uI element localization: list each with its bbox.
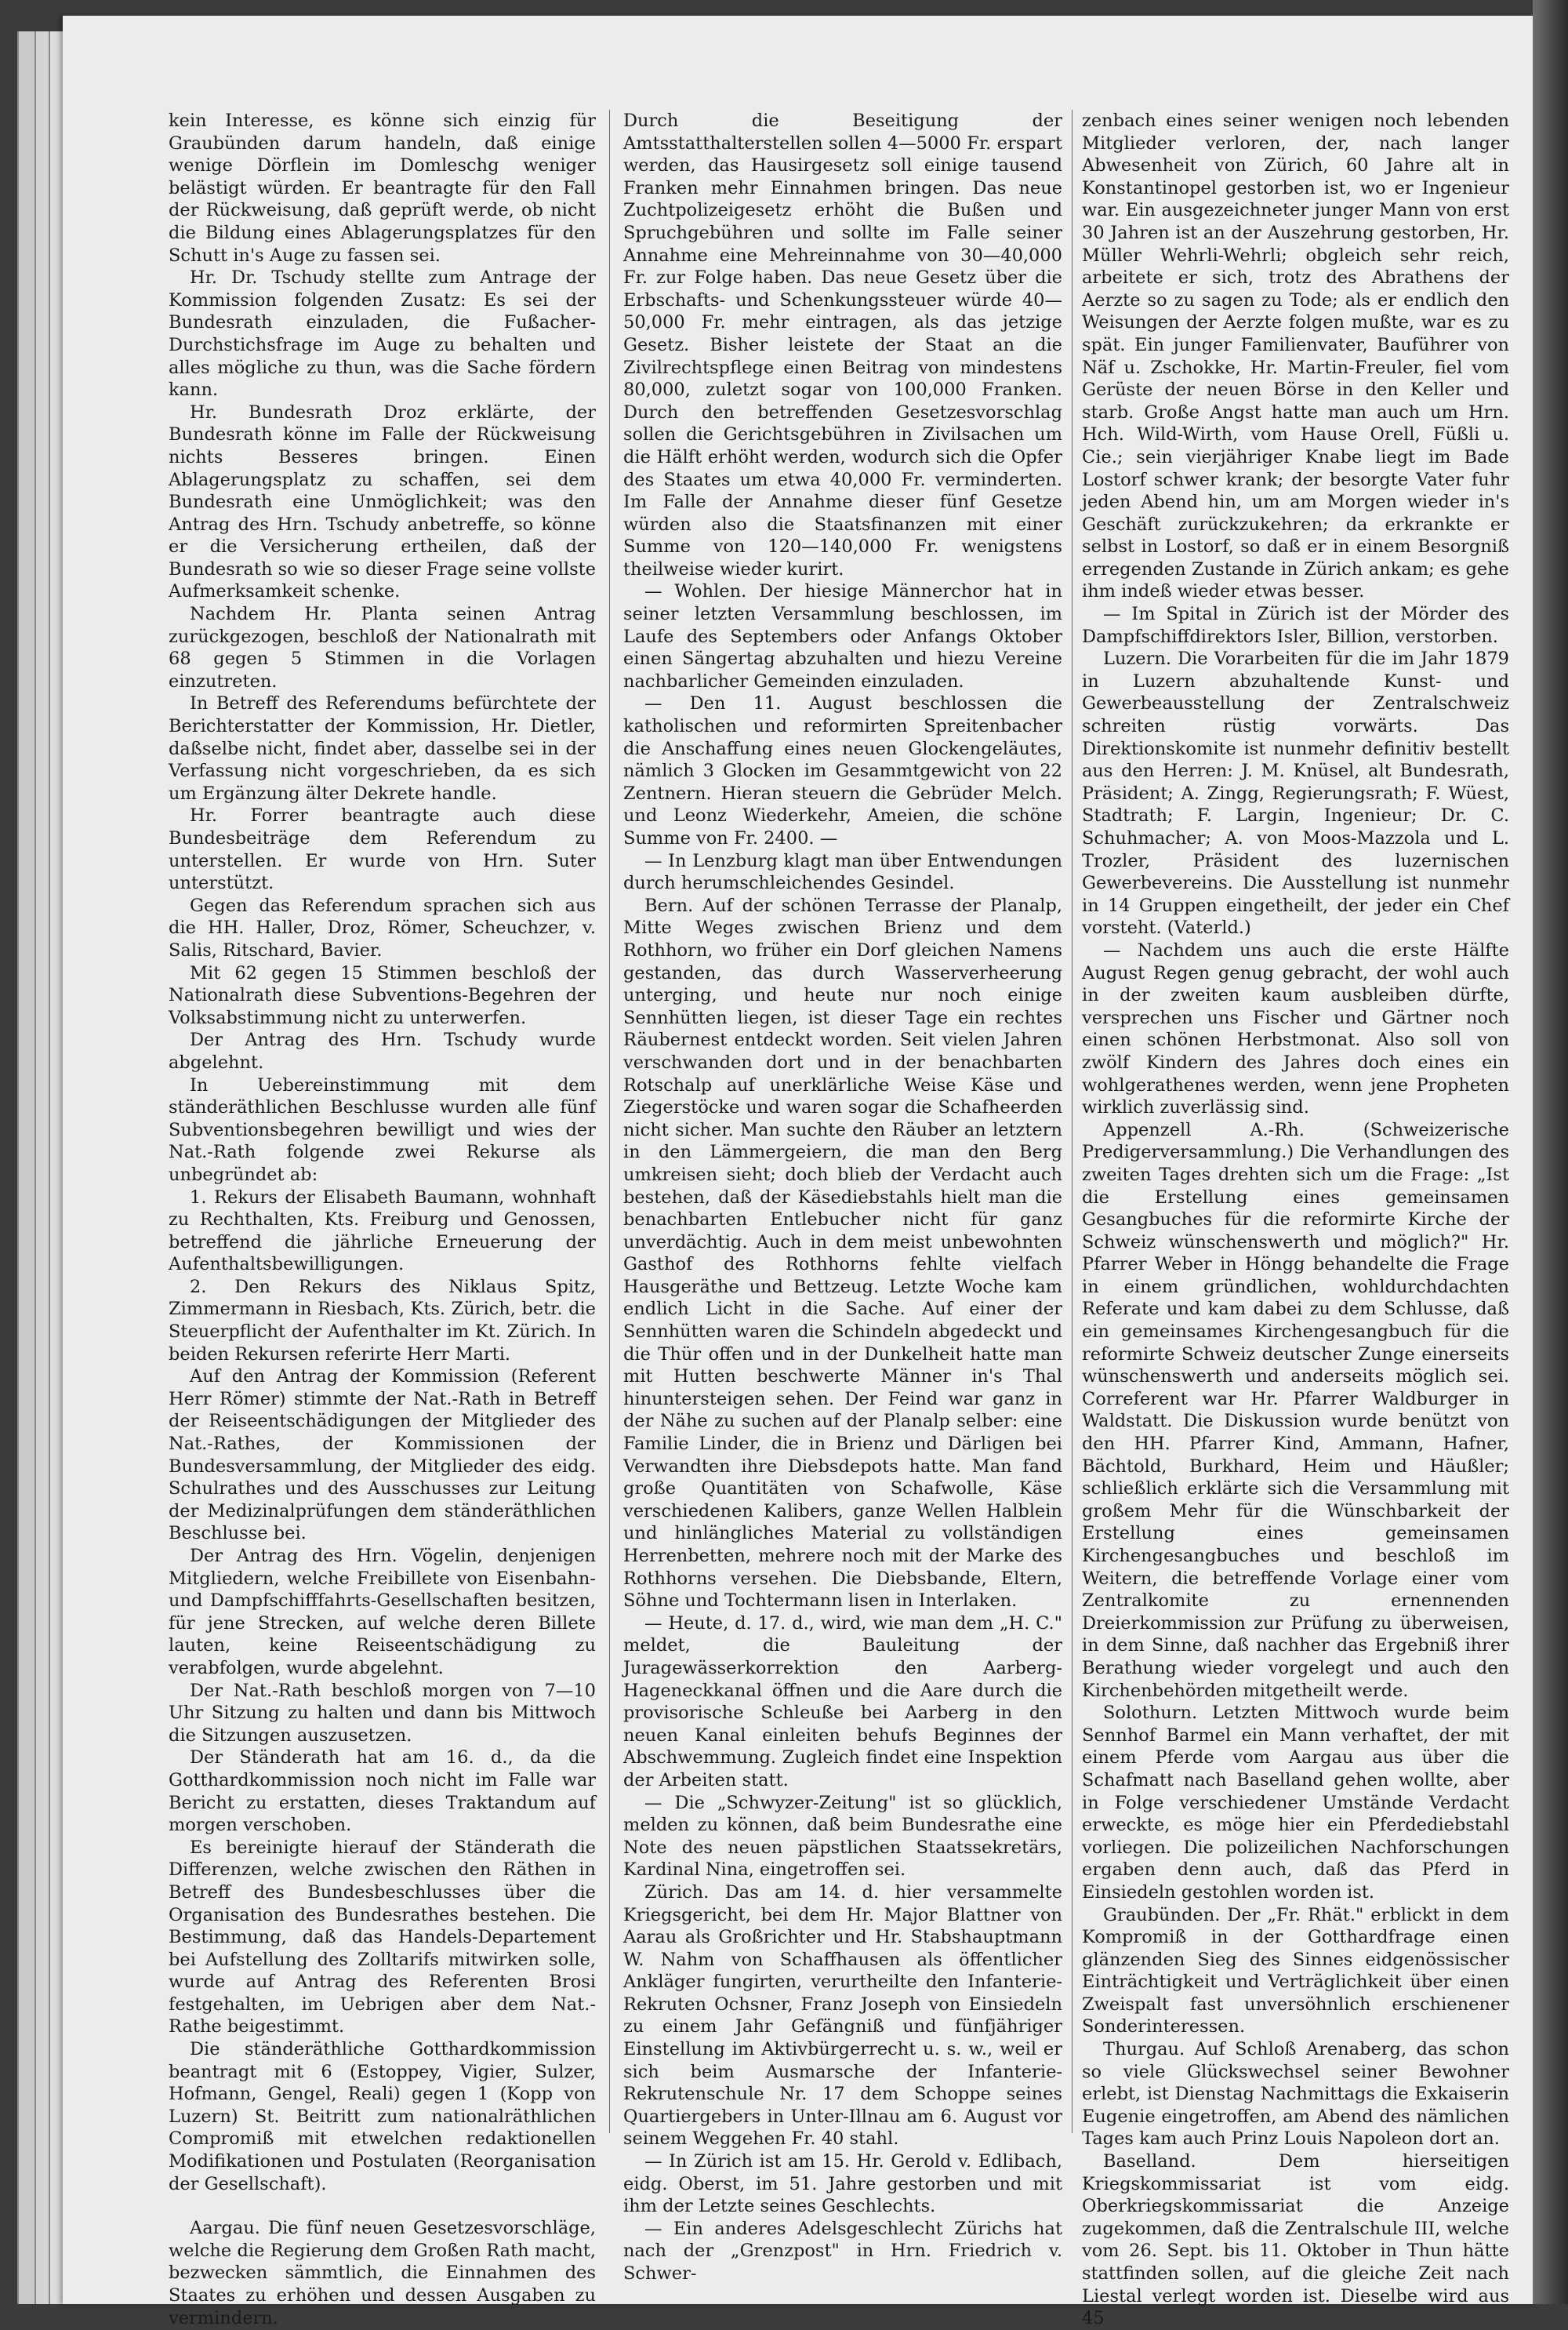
article-paragraph: In Betreff des Referendums befürchtete der Berichterstatter der Kommission, Hr. Dietler, daßselbe nicht, findet aber, dasselbe sei in der Verfassung nicht vorgeschrieben, da es sich um Ergänzung älter Dekrete handle.: [169, 693, 596, 804]
article-paragraph: Graubünden. Der „Fr. Rhät." erblickt in dem Kompromiß in der Gotthardfrage einen glänzenden Sieg des Sinnes eidgenössischer Einträchtigkeit und Verträglichkeit über einen Zweispalt fast unversöhnlich erschienener Sonderinteressen.: [1082, 1904, 1509, 2037]
article-paragraph: In Uebereinstimmung mit dem ständeräthlichen Beschlusse wurden alle fünf Subventionsbegehren bewilligt und wies der Nat.-Rath folgende zwei Rekurse als unbegründet ab:: [169, 1074, 596, 1185]
article-paragraph: Bern. Auf der schönen Terrasse der Planalp, Mitte Weges zwischen Brienz und dem Rothhorn, wo früher ein Dorf gleichen Namens gestanden, das durch Wasserverheerung unterging, und heute nur noch einige Sennhütten liegen, ist dieser Tage ein rechtes Räubernest entdeckt worden. Seit vielen Jahren verschwanden dort und in der benachbarten Rotschalp auf unerklärliche Weise Käse und Ziegerstöcke und waren sogar die Schafheerden nicht sicher. Man suchte den Räuber an letztern in den Lämmergeiern, die man den Berg umkreisen sieht; doch blieb der Verdacht auch bestehen, daß der Käsediebstahls hielt man die benachbarten Entlebucher nicht für ganz unverdächtig. Auch in dem meist unbewohnten Gasthof des Rothhorns fehlte vielfach Hausgeräthe und Bettzeug. Letzte Woche kam endlich Licht in die Sache. Auf einer der Sennhütten waren die Schindeln abgedeckt und die Thür offen und in der Dunkelheit hatte man mit Hutten beschwerte Männer in's Thal hinuntersteigen sehen. Der Feind war ganz in der Nähe zu suchen auf der Planalp selber: eine Familie Linder, die in Brienz und Därligen bei Verwandten ihre Diebsdepots hatte. Man fand große Quantitäten von Schafwolle, Käse verschiedenen Kalibers, ganze Wellen Halblein und hinlängliches Material zu vollständigen Herrenbetten, mehrere noch mit der Marke des Rothhorns versehen. Die Diebsbande, Eltern, Söhne und Tochtermann lisen in Interlaken.: [623, 895, 1062, 1612]
article-paragraph: — Die „Schwyzer-Zeitung" ist so glücklich, melden zu können, daß beim Bundesrathe eine Note des neuen päpstlichen Staatssekretärs, Kardinal Nina, eingetroffen sei.: [623, 1792, 1062, 1881]
article-paragraph: Hr. Bundesrath Droz erklärte, der Bundesrath könne im Falle der Rückweisung nichts Besseres bringen. Einen Ablagerungsplatz zu schaffen, sei dem Bundesrath eine Unmöglichkeit; was den Antrag des Hrn. Tschudy anbetreffe, so könne er die Versicherung ertheilen, daß der Bundesrath so wie so dieser Frage seine vollste Aufmerksamkeit schenke.: [169, 402, 596, 602]
article-paragraph: Durch die Beseitigung der Amtsstatthalterstellen sollen 4—5000 Fr. erspart werden, das Hausirgesetz soll einige tausend Franken mehr Einnahmen bringen. Das neue Zuchtpolizeigesetz erhöht die Bußen und Spruchgebühren und sollte im Falle seiner Annahme eine Mehreinnahme von 30—40,000 Fr. zur Folge haben. Das neue Gesetz über die Erbschafts- und Schenkungssteuer würde 40—50,000 Fr. mehr eintragen, als das jetzige Gesetz. Bisher leistete der Staat an die Zivilrechtspflege einen Beitrag von mindestens 80,000, zuletzt sogar von 100,000 Franken. Durch den betreffenden Gesetzesvorschlag sollen die Gerichtsgebühren in Zivilsachen um die Hälft erhöht werden, wodurch sich die Opfer des Staates um etwa 40,000 Fr. verminderten. Im Falle der Annahme dieser fünf Gesetze würden also die Staatsfinanzen mit einer Summe von 120—140,000 Fr. wenigstens theilweise wieder kurirt.: [623, 111, 1062, 580]
article-paragraph: kein Interesse, es könne sich einzig für Graubünden darum handeln, daß einige wenige Dörflein im Domleschg weniger belästigt würden. Er beantragte für den Fall der Rückweisung, daß geprüft werde, ob nicht die Bildung eines Ablagerungsplatzes für den Schutt in's Auge zu fassen sei.: [169, 111, 596, 266]
column-right: [1082, 110, 1509, 2330]
article-paragraph: Der Antrag des Hrn. Vögelin, denjenigen Mitgliedern, welche Freibillete von Eisenbahn- und Dampfschifffahrts-Gesellschaften besitzen, für jene Strecken, auf welche deren Billete lauten, keine Reiseentschädigung zu verabfolgen, wurde abgelehnt.: [169, 1546, 596, 1678]
article-paragraph: — In Zürich ist am 15. Hr. Gerold v. Edlibach, eidg. Oberst, im 51. Jahre gestorben und mit ihm der Letzte seines Geschlechts.: [623, 2151, 1062, 2217]
article-paragraph: — Nachdem uns auch die erste Hälfte August Regen genug gebracht, der wohl auch in der zweiten kaum ausbleiben dürfte, versprechen uns Fischer und Gärtner noch einen schönen Herbstmonat. Also soll von zwölf Kindern des Jahres doch eines ein wohlgerathenes werden, wenn jene Propheten wirklich zuverlässig sind.: [1082, 940, 1509, 1118]
article-paragraph: Solothurn. Letzten Mittwoch wurde beim Sennhof Barmel ein Mann verhaftet, der mit einem Pferde vom Aargau aus über die Schafmatt nach Baselland gehen wollte, aber in Folge verschiedener Umstände Verdacht erweckte, es möge hier ein Pferdediebstahl vorliegen. Die polizeilichen Nachforschungen ergaben denn auch, daß das Pferd in Einsiedeln gestohlen worden ist.: [1082, 1703, 1509, 1903]
column-rule: [609, 110, 610, 2133]
article-paragraph: Hr. Dr. Tschudy stellte zum Antrage der Kommission folgenden Zusatz: Es sei der Bundesrath einzuladen, die Fußacher-Durchstichsfrage im Auge zu behalten und alles mögliche zu thun, was die Sache fördern kann.: [169, 267, 596, 401]
article-paragraph: Auf den Antrag der Kommission (Referent Herr Römer) stimmte der Nat.-Rath in Betreff der Reiseentschädigungen der Mitglieder des Nat.-Rathes, der Kommissionen der Bundesversammlung, der Mitglieder des eidg. Schulrathes und des Ausschusses zur Leitung der Medizinalprüfungen dem ständeräthlichen Beschlusse bei.: [169, 1366, 596, 1544]
right-edge-shadow: [1533, 0, 1568, 2304]
article-paragraph: Baselland. Dem hierseitigen Kriegskommissariat ist vom eidg. Oberkriegskommissariat die Anzeige zugekommen, daß die Zentralschule III, welche vom 26. Sept. bis 11. Oktober in Thun hätte stattfinden sollen, auf die gleiche Zeit nach Liestal verlegt worden ist. Dieselbe wird aus 45: [1082, 2151, 1509, 2329]
article-paragraph: 2. Den Rekurs des Niklaus Spitz, Zimmermann in Riesbach, Kts. Zürich, betr. die Steuerpflicht der Aufenthalter im Kt. Zürich. In beiden Rekursen referirte Herr Marti.: [169, 1276, 596, 1365]
article-paragraph: Es bereinigte hierauf der Ständerath die Differenzen, welche zwischen den Räthen in Betreff des Bundesbeschlusses über die Organisation des Bundesrathes bestehen. Die Bestimmung, daß das Handels-Departement bei Aufstellung des Zolltarifs mitwirken solle, wurde auf Antrag des Referenten Brosi festgehalten, im Uebrigen aber dem Nat.-Rathe beigestimmt.: [169, 1837, 596, 2037]
article-paragraph: Nachdem Hr. Planta seinen Antrag zurückgezogen, beschloß der Nationalrath mit 68 gegen 5 Stimmen in die Vorlagen einzutreten.: [169, 604, 596, 692]
article-paragraph: Mit 62 gegen 15 Stimmen beschloß der Nationalrath diese Subventions-Begehren der Volksabstimmung nicht zu unterwerfen.: [169, 962, 596, 1028]
article-paragraph: Thurgau. Auf Schloß Arenaberg, das schon so viele Glückswechsel seiner Bewohner erlebt, ist Dienstag Nachmittags die Exkaiserin Eugenie eingetroffen, am Abend des nämlichen Tages kam auch Prinz Louis Napoleon dort an.: [1082, 2039, 1509, 2150]
column-rule: [1072, 110, 1073, 2133]
article-paragraph: Zürich. Das am 14. d. hier versammelte Kriegsgericht, bei dem Hr. Major Blattner von Aarau als Großrichter und Hr. Stabshauptmann W. Nahm von Schaffhausen als öffentlicher Ankläger fungirten, verurtheilte den Infanterie-Rekruten Ochsner, Franz Joseph von Einsiedeln zu einem Jahr Gefängniß und fünfjähriger Einstellung im Aktivbürgerrecht u. s. w., weil er sich beim Ausmarsche der Infanterie-Rekrutenschule Nr. 17 dem Schoppe seines Quartiergebers in Unter-Illnau am 6. August vor seinem Weggehen Fr. 40 stahl.: [623, 1881, 1062, 2150]
article-paragraph: — Im Spital in Zürich ist der Mörder des Dampfschiffdirektors Isler, Billion, verstorben.: [1082, 604, 1509, 647]
article-paragraph: Die ständeräthliche Gotthardkommission beantragt mit 6 (Estoppey, Vigier, Sulzer, Hofmann, Gengel, Reali) gegen 1 (Kopp von Luzern) St. Beitritt zum nationalräthlichen Compromiß mit etwelchen redaktionellen Modifikationen und Postulaten (Reorganisation der Gesellschaft).: [169, 2039, 596, 2194]
article-paragraph: Hr. Forrer beantragte auch diese Bundesbeiträge dem Referendum zu unterstellen. Er wurde von Hrn. Suter unterstützt.: [169, 805, 596, 894]
article-paragraph: Gegen das Referendum sprachen sich aus die HH. Haller, Droz, Römer, Scheuchzer, v. Salis, Ritschard, Bavier.: [169, 895, 596, 961]
article-paragraph: 1. Rekurs der Elisabeth Baumann, wohnhaft zu Rechthalten, Kts. Freiburg und Genossen, betreffend die jährliche Erneuerung der Aufenthaltsbewilligungen.: [169, 1187, 596, 1275]
column-middle: [623, 110, 1062, 2285]
column-left: [169, 110, 596, 2329]
article-paragraph: Der Ständerath hat am 16. d., da die Gotthardkommission noch nicht im Falle war Bericht zu erstatten, dieses Traktandum auf morgen verschoben.: [169, 1747, 596, 1836]
article-paragraph: Der Antrag des Hrn. Tschudy wurde abgelehnt.: [169, 1030, 596, 1073]
article-paragraph: Der Nat.-Rath beschloß morgen von 7—10 Uhr Sitzung zu halten und dann bis Mittwoch die Sitzungen auszusetzen.: [169, 1680, 596, 1746]
article-paragraph: — In Lenzburg klagt man über Entwendungen durch herumschleichendes Gesindel.: [623, 850, 1062, 894]
article-paragraph: zenbach eines seiner wenigen noch lebenden Mitglieder verloren, der, nach langer Abwesenheit von Zürich, 60 Jahre alt in Konstantinopel gestorben ist, wo er Ingenieur war. Ein ausgezeichneter junger Mann von erst 30 Jahren ist an der Auszehrung gestorben, Hr. Müller Wehrli-Wehrli; obgleich sehr reich, arbeitete er sich, trotz des Abrathens der Aerzte so zu sagen zu Tode; als er endlich den Weisungen der Aerzte folgen mußte, war es zu spät. Ein junger Familienvater, Bauführer von Näf u. Zschokke, Hr. Martin-Freuler, fiel vom Gerüste der neuen Börse in den Keller und starb. Große Angst hatte man auch um Hrn. Hch. Wild-Wirth, vom Hause Orell, Füßli u. Cie.; sein vierjähriger Knabe liegt im Bade Lostorf schwer krank; der besorgte Vater fuhr jeden Abend hin, um am Morgen wieder in's Geschäft zurückzukehren; da erkrankte er selbst in Lostorf, so daß er in einem Besorgniß erregenden Zustande in Zürich ankam; es gehe ihm indeß wieder etwas besser.: [1082, 111, 1509, 602]
article-paragraph: Luzern. Die Vorarbeiten für die im Jahr 1879 in Luzern abzuhaltende Kunst- und Gewerbeausstellung der Zentralschweiz schreiten rüstig vorwärts. Das Direktionskomite ist nunmehr definitiv bestellt aus den Herren: J. M. Knüsel, alt Bundesrath, Präsident; A. Zingg, Regierungsrath; F. Wüest, Stadtrath; F. Largin, Ingenieur; Dr. C. Schuhmacher; A. von Moos-Mazzola und L. Trozler, Präsident des luzernischen Gewerbevereins. Die Ausstellung ist nunmehr in 14 Gruppen eingetheilt, der jeder ein Chef vorsteht. (Vaterld.): [1082, 649, 1509, 939]
article-paragraph: Aargau. Die fünf neuen Gesetzesvorschläge, welche die Regierung dem Großen Rath macht, bezwecken sämmtlich, die Einnahmen des Staates zu erhöhen und dessen Ausgaben zu vermindern.: [169, 2218, 596, 2328]
article-paragraph: Appenzell A.-Rh. (Schweizerische Predigerversammlung.) Die Verhandlungen des zweiten Tages drehten sich um die Frage: „Ist die Erstellung eines gemeinsamen Gesangbuches für die reformirte Kirche der Schweiz wünschenswerth und möglich?" Hr. Pfarrer Weber in Höngg behandelte die Frage in einem gründlichen, wohldurchdachten Referate und kam dabei zu dem Schlusse, daß ein gemeinsames Kirchengesangbuch für die reformirte Schweiz deutscher Zunge einerseits wünschenswerth und anderseits möglich sei. Correferent war Hr. Pfarrer Waldburger in Waldstatt. Die Diskussion wurde benützt von den HH. Pfarrer Kind, Ammann, Hafner, Bächtold, Burkhard, Heim und Häußler; schließlich erklärte sich die Versammlung mit großem Mehr für die Wünschbarkeit der Erstellung eines gemeinsamen Kirchengesangbuches und beschloß im Weitern, die betreffende Vorlage einer vom Zentralkomite zu ernennenden Dreierkommission zur Prüfung zu überweisen, in dem Sinne, daß nachher das Ergebniß ihrer Berathung wieder vorgelegt und auch den Kirchenbehörden mitgetheilt werde.: [1082, 1119, 1509, 1701]
article-paragraph: — Ein anderes Adelsgeschlecht Zürichs hat nach der „Grenzpost" in Hrn. Friedrich v. Schwer-: [623, 2218, 1062, 2284]
article-paragraph: — Heute, d. 17. d., wird, wie man dem „H. C." meldet, die Bauleitung der Juragewässerkorrektion den Aarberg-Hageneckkanal öffnen und die Aare durch die provisorische Schleuße bei Aarberg in den neuen Kanal einleiten behufs Beginnes der Abschwemmung. Zugleich findet eine Inspektion der Arbeiten statt.: [623, 1612, 1062, 1790]
article-paragraph: — Den 11. August beschlossen die katholischen und reformirten Spreitenbacher die Anschaffung eines neuen Glockengeläutes, nämlich 3 Glocken im Gesammtgewicht von 22 Zentnern. Hieran steuern die Gebrüder Melch. und Leonz Wiederkehr, Ameien, die schöne Summe von Fr. 2400. —: [623, 693, 1062, 849]
article-paragraph: — Wohlen. Der hiesige Männerchor hat in seiner letzten Versammlung beschlossen, im Laufe des Septembers oder Anfangs Oktober einen Sängertag abzuhalten und hiezu Vereine nachbarlicher Gemeinden einzuladen.: [623, 581, 1062, 692]
